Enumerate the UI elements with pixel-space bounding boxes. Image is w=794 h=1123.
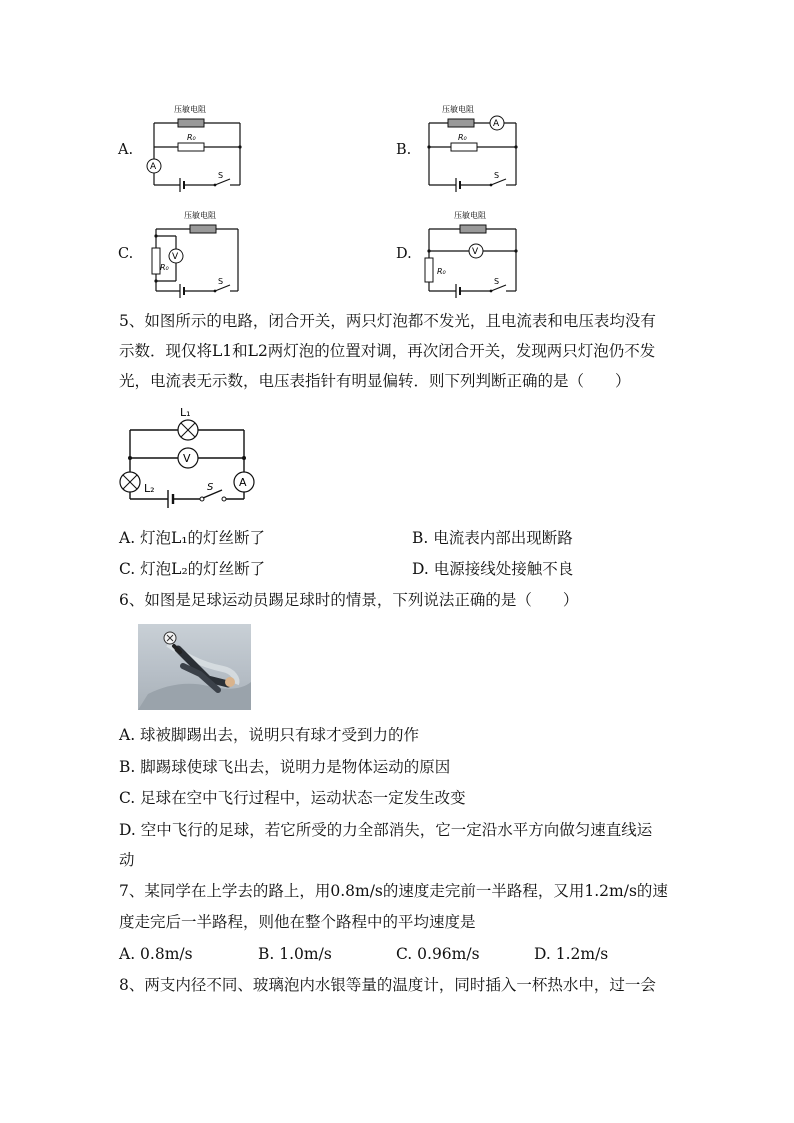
q5-option-c: C. 灯泡L₂的灯丝断了 [119,560,266,578]
option-letter: A. [118,142,134,158]
q6-option-a: A. 球被脚踢出去，说明只有球才受到力的作 [119,726,420,744]
r0-label: R₀ [160,263,169,272]
pressure-resistor-label: 压敏电阻 [174,105,206,114]
q5-stem-line-2: 示数．现仅将L1和L2两灯泡的位置对调，再次闭合开关，发现两只灯泡仍不发 [119,342,656,360]
ammeter-symbol: A [150,162,157,172]
q5-option-b: B. 电流表内部出现断路 [412,529,573,547]
q6-stem: 6、如图是足球运动员踢足球时的情景，下列说法正确的是（ ） [119,591,579,609]
voltmeter-symbol: V [472,247,479,257]
r0-label: R₀ [187,133,196,142]
pressure-resistor [178,119,204,127]
r0-label: R₀ [458,133,467,142]
voltmeter-symbol: V [183,452,191,465]
circuit-diagram-b [396,100,526,195]
lamp-l2-label: L₂ [144,482,155,495]
pressure-resistor [460,225,486,233]
option-letter: B. [396,142,412,158]
q7-stem-line-1: 7、某同学在上学去的路上，用0.8m/s的速度走完前一半路程，又用1.2m/s的速 [119,882,668,900]
q7-option-b: B. 1.0m/s [258,945,332,963]
q5-option-a: A. 灯泡L₁的灯丝断了 [119,529,266,547]
q4-option-b [396,100,526,195]
switch-label: S [218,171,224,180]
q8-stem-line-1: 8、两支内径不同、玻璃泡内水银等量的温度计，同时插入一杯热水中，过一会 [119,976,656,994]
switch-label: S [494,277,500,286]
q5-stem-line-1: 5、如图所示的电路，闭合开关，两只灯泡都不发光，且电流表和电压表均没有 [119,312,656,330]
q6-option-d-line-2: 动 [119,851,135,869]
ammeter-symbol: A [239,476,247,489]
q6-option-c: C. 足球在空中飞行过程中，运动状态一定发生改变 [119,789,466,807]
pressure-resistor-label: 压敏电阻 [442,105,474,114]
pressure-resistor-label: 压敏电阻 [454,211,486,220]
ammeter-symbol: A [493,119,500,129]
q6-option-d-line-1: D. 空中飞行的足球，若它所受的力全部消失，它一定沿水平方向做匀速直线运 [119,821,653,839]
resistor-r0 [178,143,204,151]
q7-stem-line-2: 度走完后一半路程，则他在整个路程中的平均速度是 [119,913,476,931]
circuit-diagram-c [118,206,248,301]
option-letter: D. [396,246,412,262]
q7-option-a: A. 0.8m/s [119,945,193,963]
switch-label: S [207,482,214,493]
q6-option-b: B. 脚踢球使球飞出去，说明力是物体运动的原因 [119,758,451,776]
lamp-l1-label: L₁ [180,406,191,419]
q4-option-d [396,206,526,301]
pressure-resistor [448,119,474,127]
q4-option-c [118,206,248,301]
soccer-player-photo [138,624,251,710]
circuit-diagram-a [118,100,248,195]
q5-option-d: D. 电源接线处接触不良 [412,560,574,578]
q7-option-d: D. 1.2m/s [534,945,609,963]
soccer-player-illustration [138,624,251,710]
circuit-diagram-d [396,206,526,301]
q5-circuit-diagram [118,402,258,512]
resistor-r0 [451,143,477,151]
option-letter: C. [118,246,134,262]
pressure-resistor-label: 压敏电阻 [184,211,216,220]
q5-stem-line-3: 光，电流表无示数，电压表指针有明显偏转．则下列判断正确的是（ ） [119,372,631,390]
resistor-r0 [152,248,160,274]
resistor-r0 [425,258,433,282]
pressure-resistor [190,225,216,233]
q4-option-a [118,100,248,195]
r0-label: R₀ [437,267,446,276]
q7-option-c: C. 0.96m/s [396,945,480,963]
voltmeter-symbol: V [172,252,179,262]
switch-label: S [218,277,224,286]
switch-label: S [494,171,500,180]
